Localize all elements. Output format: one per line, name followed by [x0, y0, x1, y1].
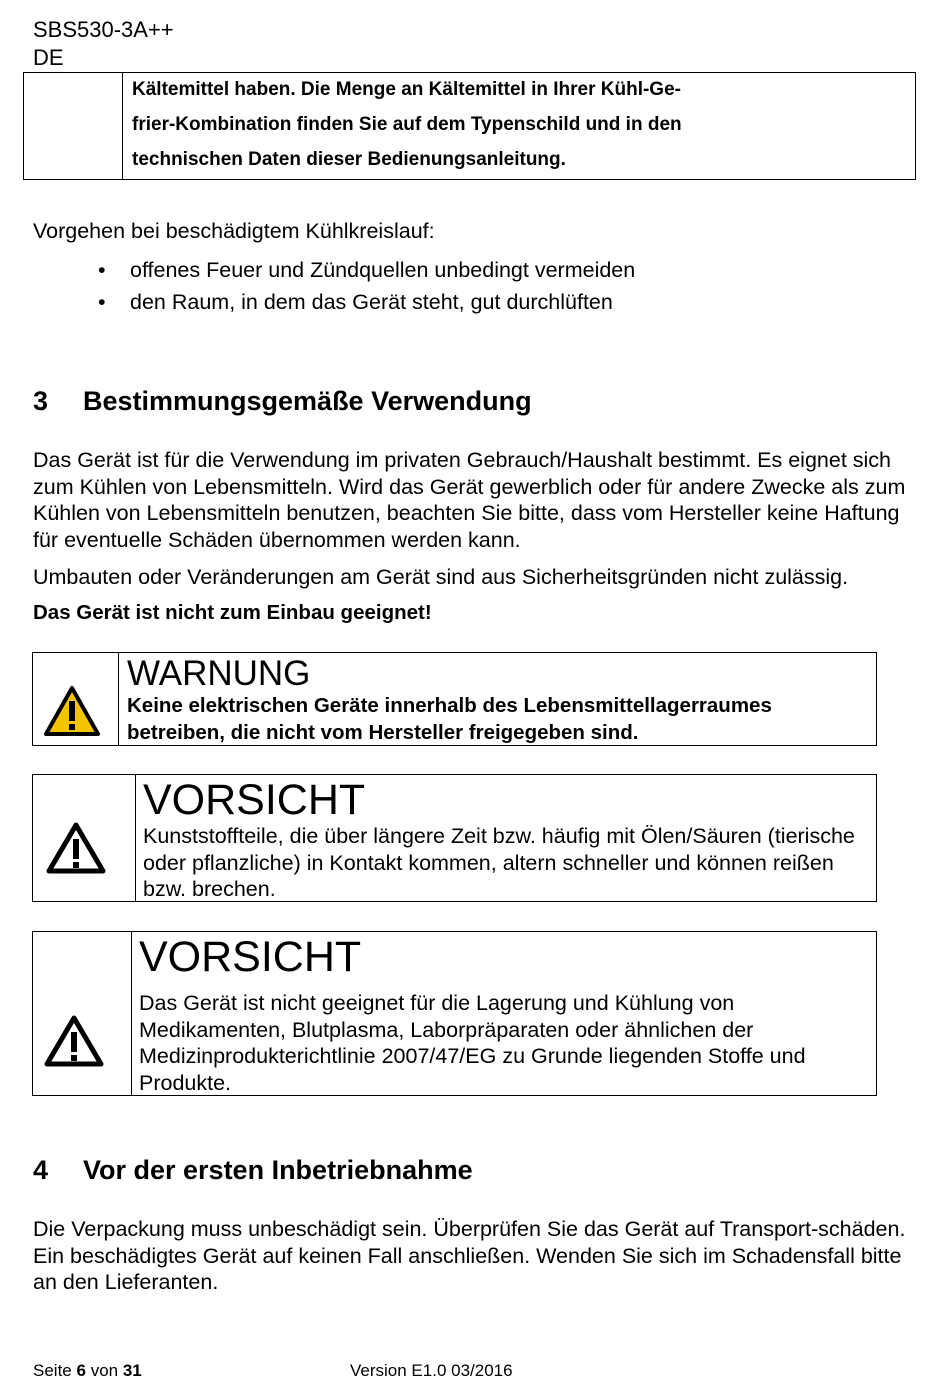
section-3-paragraph-2: Umbauten oder Veränderungen am Gerät sind aus Sicherheitsgründen nicht zulässig.	[33, 565, 849, 589]
footer-of-word: von	[90, 1361, 119, 1380]
section-4-title: Vor der ersten Inbetriebnahme	[83, 1155, 473, 1185]
damage-bullet-text: den Raum, in dem das Gerät steht, gut durchlüften	[130, 290, 613, 314]
warning-box-divider	[118, 653, 119, 745]
footer-page	[33, 1360, 142, 1382]
section-3-paragraph-3: Das Gerät ist nicht zum Einbau geeignet!	[33, 601, 432, 624]
warning-box	[32, 652, 877, 746]
top-note-line: Kältemittel haben. Die Menge an Kältemittel in Ihrer Kühl-Ge-	[132, 79, 681, 100]
section-4-paragraph: Die Verpackung muss unbeschädigt sein. Überprüfen Sie das Gerät auf Transport-schäden. Ein beschädigtes Gerät auf keinen Fall anschließen. Wenden Sie sich im Schadensfall bitte an den Lieferanten.	[33, 1217, 906, 1294]
damage-intro: Vorgehen bei beschädigtem Kühlkreislauf:	[33, 219, 435, 243]
section-3-paragraph-1: Das Gerät ist für die Verwendung im privaten Gebrauch/Haushalt bestimmt. Es eignet sich zum Kühlen von Lebensmitteln. Wird das Gerät gewerblich oder für andere Zwecke als zum Kühlen von Lebensmitteln benutzen, beachten Sie bitte, dass vom Hersteller keine Haftung für eventuelle Schäden übernommen werden kann.	[33, 448, 906, 552]
caution-1-title: VORSICHT	[143, 776, 366, 824]
warning-triangle-yellow-icon	[43, 685, 101, 737]
footer-page-current: 6	[76, 1361, 86, 1380]
bullet-dot-icon: •	[98, 258, 106, 282]
section-4-number: 4	[33, 1155, 49, 1185]
warning-title: WARNUNG	[127, 654, 311, 693]
header-language: DE	[33, 45, 64, 70]
caution-2-title: VORSICHT	[139, 933, 362, 981]
top-note-text	[132, 72, 892, 177]
caution-box-2	[32, 931, 877, 1096]
caution-2-text: Das Gerät ist nicht geeignet für die Lagerung und Kühlung von Medikamenten, Blutplasma, Laborpräparaten oder ähnlichen der Medizinprodukterichtlinie 2007/47/EG zu Grunde liegenden Stoffe und Produkte.	[139, 991, 806, 1095]
caution-box-1-divider	[135, 775, 136, 901]
top-note-divider	[122, 73, 123, 179]
caution-triangle-icon	[43, 1014, 105, 1068]
section-3-number: 3	[33, 386, 49, 416]
caution-triangle-icon	[45, 821, 107, 875]
footer-page-total: 31	[122, 1361, 142, 1380]
header-model: SBS530-3A++	[33, 17, 174, 42]
bullet-dot-icon: •	[98, 290, 106, 314]
top-note-line: technischen Daten dieser Bedienungsanleitung.	[132, 149, 566, 170]
footer-version: Version E1.0 03/2016	[350, 1361, 513, 1380]
caution-1-text: Kunststoffteile, die über längere Zeit bzw. häufig mit Ölen/Säuren (tierische oder pflanzliche) in Kontakt kommen, altern schneller und können reißen bzw. brechen.	[143, 824, 855, 901]
damage-bullet-text: offenes Feuer und Zündquellen unbedingt vermeiden	[130, 258, 636, 282]
footer-page-word: Seite	[33, 1361, 72, 1380]
caution-box-2-divider	[131, 932, 132, 1095]
top-note-line: frier-Kombination finden Sie auf dem Typenschild und in den	[132, 114, 682, 135]
section-3-title: Bestimmungsgemäße Verwendung	[83, 386, 532, 416]
caution-box-1	[32, 774, 877, 902]
warning-text: Keine elektrischen Geräte innerhalb des Lebensmittellagerraumes betreiben, die nicht vom Hersteller freigegeben sind.	[127, 694, 772, 744]
